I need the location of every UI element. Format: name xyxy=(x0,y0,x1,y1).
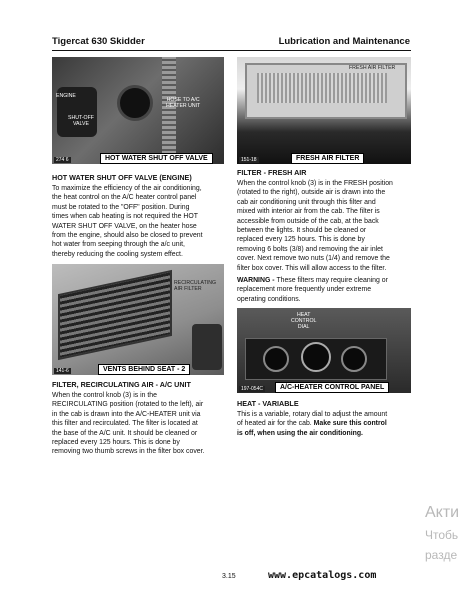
text-line: hot water from seeping through the a/c unit, xyxy=(52,241,185,249)
text-line: the heat control on the A/C heater control panel xyxy=(52,194,197,202)
figure-code: 274 6 xyxy=(56,157,69,163)
text-line: removing 6 bolts (3/8) and removing the air inlet xyxy=(237,245,383,253)
knob-3 xyxy=(341,346,367,372)
heat-dial-label: HEAT CONTROL DIAL xyxy=(291,312,317,330)
text-line: from the engine, should also be closed to prevent xyxy=(52,232,203,240)
text-line xyxy=(237,419,387,428)
header-rule xyxy=(52,50,411,51)
heat-heading: HEAT - VARIABLE xyxy=(237,399,299,408)
text-line: removing two thumb screws in the filter box cover. xyxy=(52,448,205,456)
text-line: accessible from outside of the cab, at the back xyxy=(237,217,379,225)
text-line: When the control knob (3) is in the FRESH position xyxy=(237,180,393,187)
fresh-heading: FILTER - FRESH AIR xyxy=(237,168,307,177)
text-line: is off, when using the air conditioning. xyxy=(237,429,363,437)
vent-grille xyxy=(58,270,172,360)
vents-behind-seat-photo xyxy=(52,264,224,375)
text-line: mixed with interior air from the cab. The filter is xyxy=(237,208,380,216)
heat-control-dial xyxy=(301,342,331,372)
text-span: of heated air for the cab. xyxy=(237,420,314,428)
text-line: replaced every 125 hours. This is done by xyxy=(237,236,365,244)
warning-label: WARNING - xyxy=(237,277,277,285)
text-line: (rotated to the right), outside air is drawn into the xyxy=(237,189,386,197)
hot-water-body xyxy=(52,184,203,259)
text-line: replacement more frequently under extreme xyxy=(237,286,372,294)
warning-line xyxy=(237,276,393,285)
fresh-air-filter-photo xyxy=(237,57,411,164)
text-line: cab air conditioning unit through this filter and xyxy=(237,198,376,206)
bold-span: Make sure this control xyxy=(313,420,387,428)
text-line: cover. Next remove two nuts (1/4) and remove the xyxy=(237,255,390,263)
recirc-heading: FILTER, RECIRCULATING AIR - A/C UNIT xyxy=(52,380,191,389)
text-line: thereby reducing the cooling system effect. xyxy=(52,250,183,258)
heater-hose xyxy=(162,57,176,164)
document-title: Tigercat 630 Skidder xyxy=(52,36,145,47)
recirc-body xyxy=(52,391,204,457)
figure-code: 151-18 xyxy=(241,157,257,163)
watermark-line-2: Чтобь xyxy=(425,528,459,542)
control-panel-photo xyxy=(237,308,411,393)
page-number: 3.15 xyxy=(222,573,236,580)
engine-label: ENGINE xyxy=(56,93,76,99)
filter-grille xyxy=(257,73,387,103)
valve-label: SHUT-OFF VALVE xyxy=(68,115,94,127)
hot-water-heading: HOT WATER SHUT OFF VALVE (ENGINE) xyxy=(52,173,192,182)
figure-caption: FRESH AIR FILTER xyxy=(291,153,364,164)
text-line: times when cab heating is not required the HOT xyxy=(52,213,198,221)
section-title: Lubrication and Maintenance xyxy=(278,36,410,47)
fresh-filter-label: FRESH AIR FILTER xyxy=(349,65,396,71)
text-line: in the cab is drawn into the A/C-HEATER unit via xyxy=(52,410,201,418)
text-line: the base of the A/C unit. It should be cleaned or xyxy=(52,429,198,437)
text-line: This is a variable, rotary dial to adjust the amount xyxy=(237,411,388,418)
fresh-body xyxy=(237,179,393,304)
heat-body xyxy=(237,410,387,438)
figure-code: 197-054C xyxy=(241,386,263,392)
text-line: RECIRCULATING position (rotated to the left), air xyxy=(52,401,204,409)
text-line: between the lights. It should be cleaned or xyxy=(237,227,367,235)
recirc-filter-label: RECIRCULATING AIR FILTER xyxy=(174,280,216,292)
text-line: To maximize the efficiency of the air conditioning, xyxy=(52,185,202,192)
text-line: operating conditions. xyxy=(237,295,301,303)
figure-caption: A/C-HEATER CONTROL PANEL xyxy=(275,382,389,393)
seat-edge xyxy=(192,324,222,370)
figure-caption: VENTS BEHIND SEAT - 2 xyxy=(98,364,190,375)
figure-caption: HOT WATER SHUT OFF VALVE xyxy=(100,153,213,164)
figure-code: 141-6 xyxy=(56,368,69,374)
knob-1 xyxy=(263,346,289,372)
text-line: When the control knob (3) is in the xyxy=(52,392,157,399)
valve-handle xyxy=(117,85,153,121)
hot-water-valve-photo xyxy=(52,57,224,164)
watermark-line-1: Акти xyxy=(425,504,460,521)
text-line: must be rotated to the "OFF" position. During xyxy=(52,203,190,211)
text-line: These filters may require cleaning or xyxy=(276,277,388,285)
site-link[interactable]: www.epcatalogs.com xyxy=(268,570,377,581)
text-line: this filter and recirculated. The filter is located at xyxy=(52,420,198,428)
watermark-line-3: разде xyxy=(425,548,458,562)
text-line: WATER SHUT OFF VALVE, on the heater hose xyxy=(52,222,197,230)
text-line: filter box cover. This will allow access to the filter. xyxy=(237,264,387,272)
hose-label: HOSE TO A/C HEATER UNIT xyxy=(166,97,201,109)
text-line: replaced every 125 hours. This is done by xyxy=(52,439,180,447)
